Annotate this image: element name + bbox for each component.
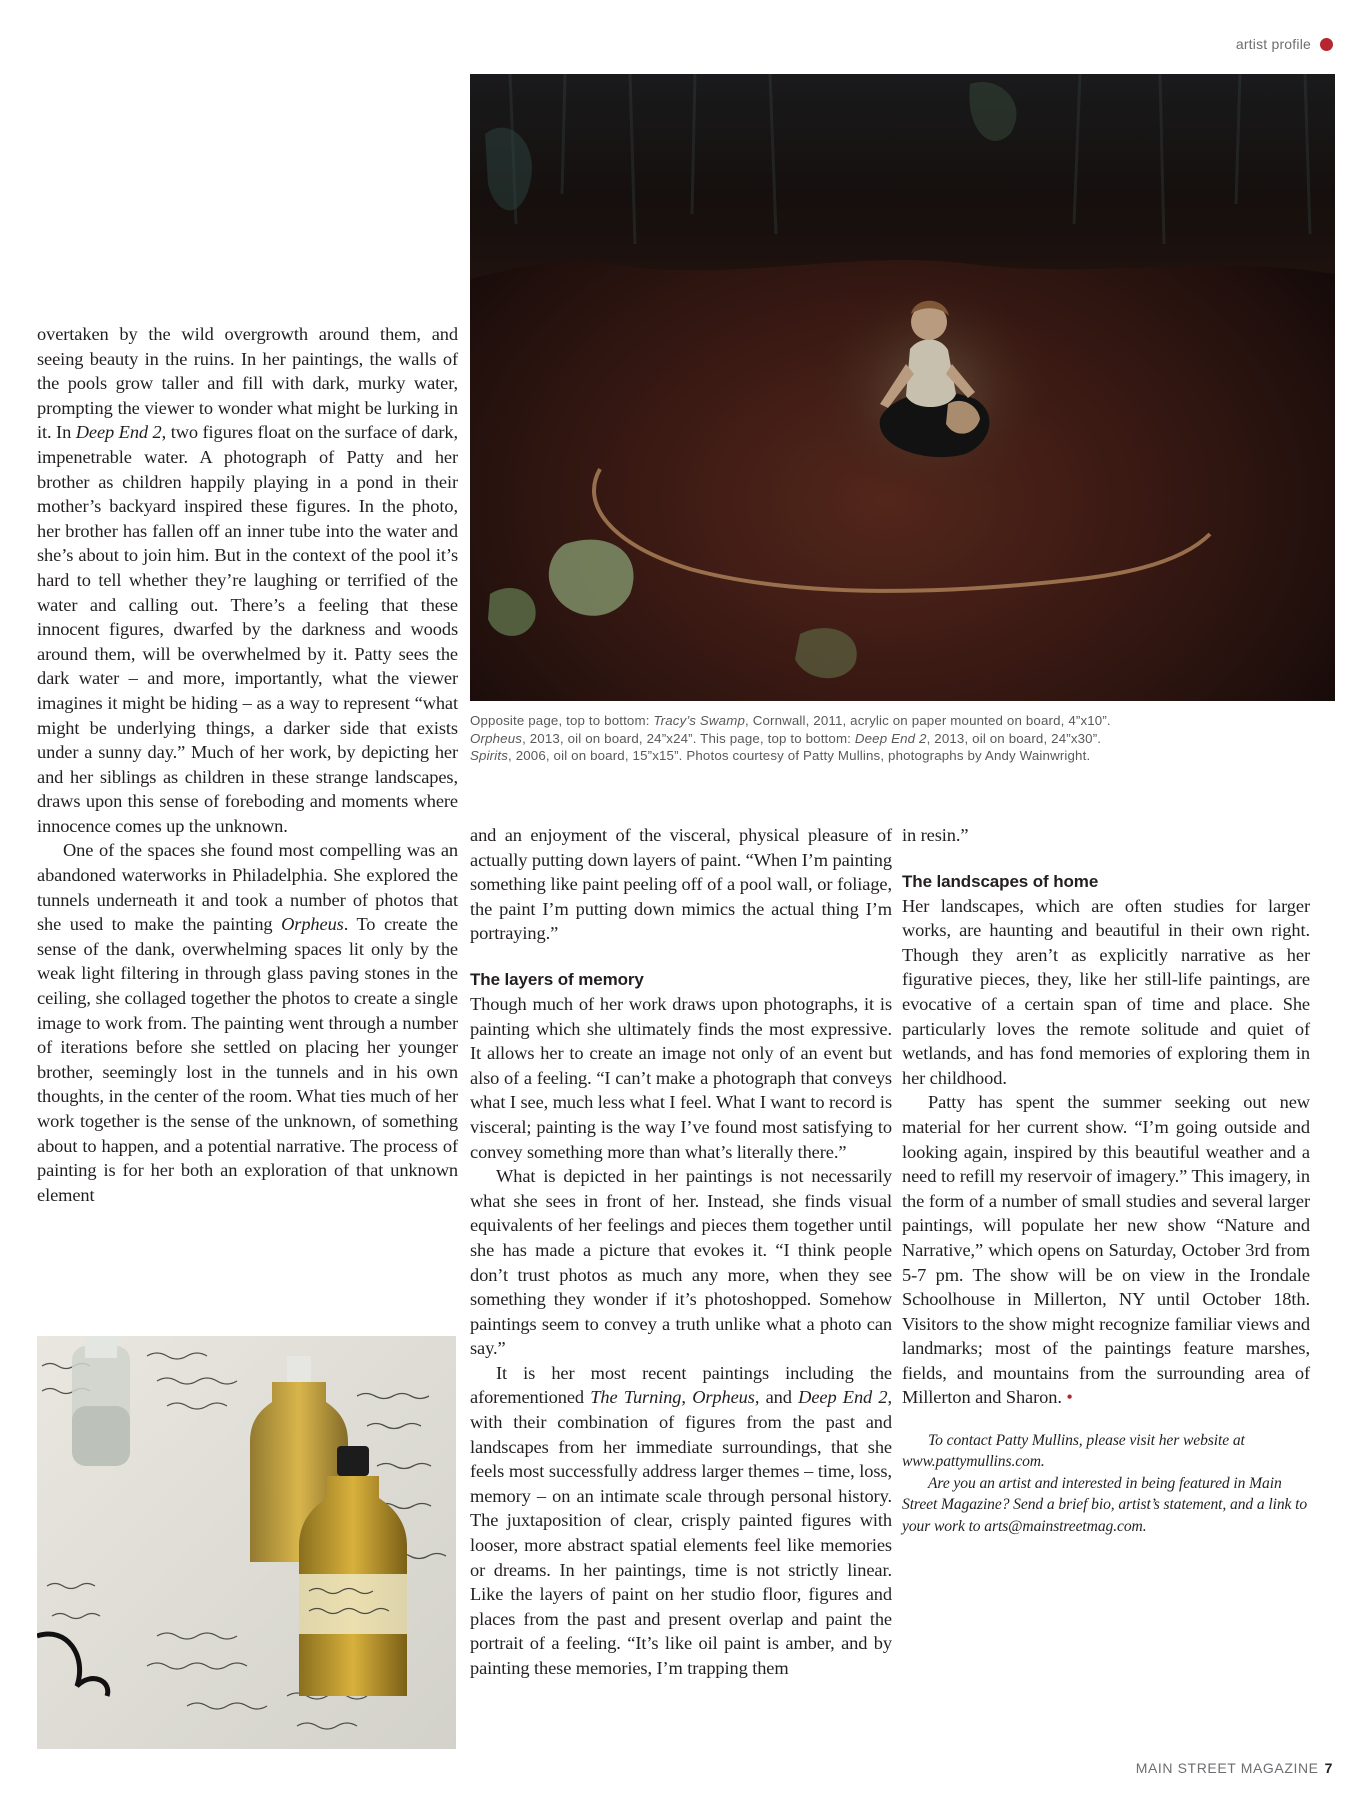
article-column-2 — [470, 823, 892, 1681]
end-mark: • — [1061, 1387, 1073, 1408]
running-head — [1236, 36, 1333, 52]
contact-paragraph: Are you an artist and interested in being featured in Main Street Magazine? Send a brief bio, artist’s statement, and a link to your work to arts@mainstreetmag.com. — [902, 1474, 1308, 1535]
page-footer — [1136, 1760, 1333, 1776]
article-paragraph: Though much of her work draws upon photographs, it is painting which she ultimately finds the most expressive. It allows her to create an image not only of an event but also of a feeling. “I can’t make a photograph that conveys what I see, much less what I feel. What I want to record is visceral; painting is the way I’ve found most satisfying to convey something more than what’s literally there.” — [470, 993, 892, 1162]
section-dot-icon — [1320, 38, 1333, 51]
painting-image — [470, 74, 1335, 701]
article-column-1 — [37, 322, 458, 1207]
article-paragraph: Patty has spent the summer seeking out new material for her current show. “I’m going outside and looking again, inspired by this beautiful weather and a need to refill my reservoir of imagery.” This imagery, in the form of a number of small studies and several larger paintings, will populate her new show “Nature and Narrative,” which opens on Saturday, October 3rd from 5-7 pm. The show will be on view in the Irondale Schoolhouse in Millerton, NY until October 18th. Visitors to the show might recognize familiar views and landmarks; most of the paintings feature marshes, fields, and mountains from the surrounding area of Millerton and Sharon. • — [902, 1092, 1310, 1408]
caption-title: Spirits — [470, 748, 508, 764]
contact-paragraph: To contact Patty Mullins, please visit her website at www.pattymullins.com. — [902, 1432, 1245, 1471]
caption-title: Orpheus — [470, 730, 523, 746]
article-paragraph: overtaken by the wild overgrowth around them, and seeing beauty in the ruins. In her paintings, the walls of the pools grow taller and fill with dark, murky water, prompting the viewer to wonder what might be lurking in it. In Deep End 2, two figures float on the surface of dark, impenetrable water. A photograph of Patty and her brother as children happily playing in a pond in their mother’s backyard inspired these figures. In the photo, her brother has fallen off an inner tube into the water and she’s about to join him. But in the context of the pool it’s hard to tell whether they’re laughing or terrified of the water and calling out. There’s a feeling that these innocent figures, dwarfed by the darkness and woods around them, will be overwhelmed by it. Patty sees the dark water – and more, importantly, what the viewer imagines it might be hiding – as a way to represent “what might be underlying things, a darker side that exists under a sunny day.” Much of her work, by depicting her and her siblings as children in these strange landscapes, draws upon this sense of foreboding and moments where innocence comes up the unknown. — [37, 324, 458, 836]
caption-title: Deep End 2 — [854, 730, 927, 746]
page-number: 7 — [1324, 1760, 1333, 1776]
article-paragraph: It is her most recent paintings including the aforementioned The Turning, Orpheus, and Deep End 2, with their combination of figures from the past and landscapes from her immediate surroundings, that she feels most successfully address larger themes – time, loss, memory – on an intimate scale through personal history. The juxtaposition of clear, crisply painted figures with looser, more abstract spatial elements feel like memories or dreams. In her paintings, time is not strictly linear. Like the layers of paint on her studio floor, figures and places from the past and present overlap and paint the portrait of a feeling. “It’s like oil paint is amber, and by painting these memories, I’m trapping them — [470, 1362, 893, 1678]
article-paragraph: What is depicted in her paintings is not necessarily what she sees in front of her. Instead, she finds visual equivalents of her feelings and pieces them together until she has made a picture that evokes it. “I think people don’t trust photos as much any more, when they see something they wonder if it’s photoshopped. Somehow paintings seem to convey a truth unlike what a photo can say.” — [470, 1166, 892, 1359]
section-subhead: The landscapes of home — [902, 871, 1099, 891]
article-column-3 — [902, 823, 1310, 1537]
article-paragraph: Her landscapes, which are often studies for larger works, are haunting and beautiful in their own right. Though they aren’t as explicitly narrative as her figurative pieces, they, like her still-life paintings, are evocative of a certain span of time and place. She particularly loves the remote solitude and quiet of wetlands, and has fond memories of exploring them in her childhood. — [902, 895, 1310, 1088]
section-subhead: The layers of memory — [470, 969, 644, 989]
section-label: artist profile — [1235, 36, 1311, 52]
magazine-name: MAIN STREET MAGAZINE — [1135, 1760, 1319, 1776]
photo-caption: Opposite page, top to bottom: Tracy’s Swamp, Cornwall, 2011, acrylic on paper mounted on board, 4”x10”. Orpheus, 2013, oil on board, 24”x24”. This page, top to bottom: Deep End 2, 2013, oil on board, 24”x30”. Spirits, 2006, oil on board, 15”x15”. Photos courtesy of Patty Mullins, photographs by Andy Wainwright. — [470, 713, 1111, 764]
painting-deep-end-2 — [470, 74, 1335, 701]
article-paragraph: One of the spaces she found most compelling was an abandoned waterworks in Philadelphia. She explored the tunnels underneath it and took a number of photos that she used to make the painting Orpheus. To create the sense of the dank, overwhelming spaces lit only by the weak light filtering in through glass paving stones in the ceiling, she collaged together the photos to create a single image to work from. The painting went through a number of iterations before she settled on placing her younger brother, seemingly lost in the tunnels and in his own thoughts, in the center of the room. What ties much of her work together is the sense of the unknown, of something about to happen, and a potential narrative. The process of painting is for her both an exploration of that unknown element — [37, 840, 458, 1205]
painting-spirits — [37, 1336, 456, 1749]
contact-note — [902, 1430, 1310, 1537]
caption-title: Tracy’s Swamp — [653, 713, 745, 728]
article-paragraph: and an enjoyment of the visceral, physical pleasure of actually putting down layers of paint. “When I’m painting something like paint peeling off of a pool wall, or foliage, the paint I’m putting down mimics the actual thing I’m portraying.” — [470, 825, 892, 944]
article-paragraph: in resin.” — [902, 825, 969, 845]
still-life-painting-image — [37, 1336, 456, 1749]
